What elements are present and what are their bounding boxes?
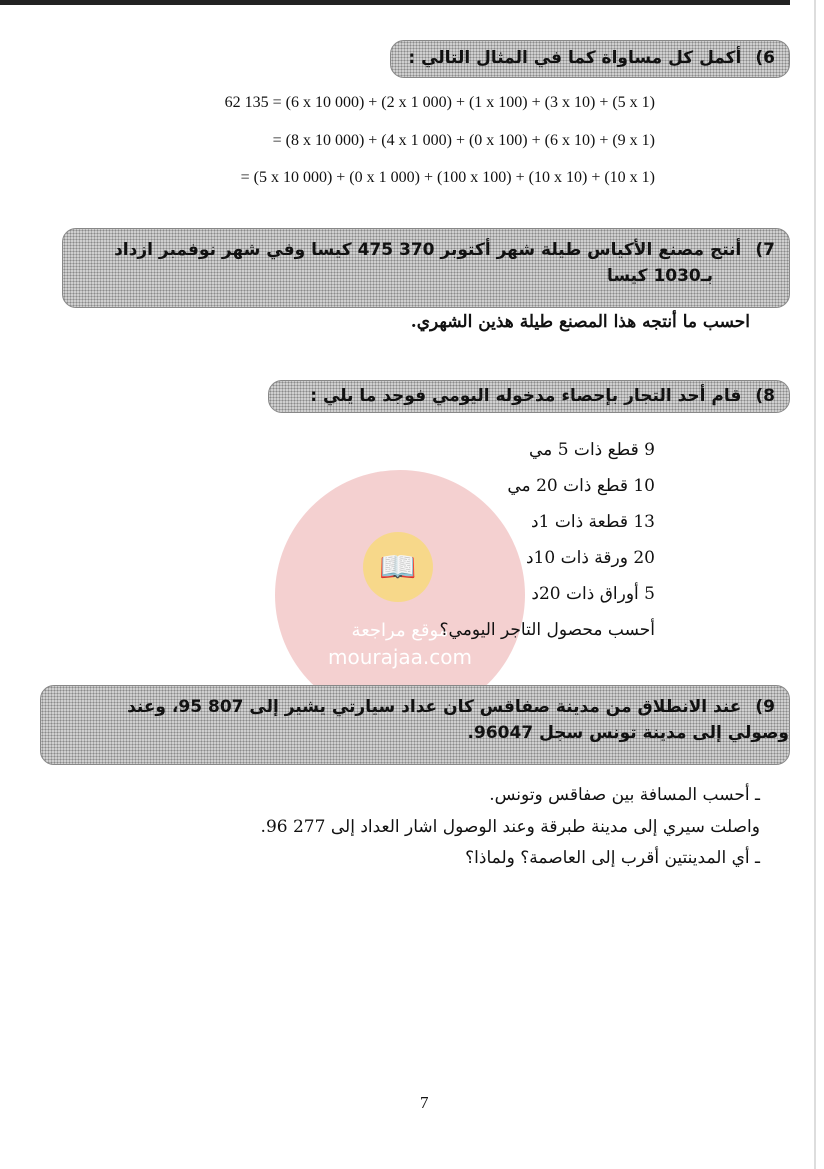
exercise-title: قام أحد التجار بإحصاء مدخوله اليومي فوجد ما يلي : xyxy=(310,386,742,406)
exercise-text: عند الانطلاق من مدينة صفاقس كان عداد سيارتي يشير إلى 807 95، وعند xyxy=(127,697,742,717)
exercise-text: وصولي إلى مدينة تونس سجل 96047. xyxy=(467,723,789,743)
exercise-title: أكمل كل مساواة كما في المثال التالي : xyxy=(408,48,742,68)
list-item: 9 قطع ذات 5 مي xyxy=(529,440,655,460)
exercise-8-list xyxy=(440,432,655,648)
equation-example: 62 135 = (6 x 10 000) + (2 x 1 000) + (1 x 100) + (3 x 10) + (5 x 1) xyxy=(224,94,655,111)
exercise-9-statement: واصلت سيري إلى مدينة طبرقة وعند الوصول اشار العداد إلى 277 96. xyxy=(260,817,760,837)
list-item-question: أحسب محصول التاجر اليومي؟ xyxy=(439,620,655,640)
exercise-number: 8) xyxy=(755,386,775,406)
equation: = (5 x 10 000) + (0 x 1 000) + (100 x 100) + (10 x 10) + (10 x 1) xyxy=(240,169,655,186)
exercise-7-question: احسب ما أنتجه هذا المصنع طيلة هذين الشهري. xyxy=(410,312,750,332)
exercise-number: 7) xyxy=(755,240,775,260)
scan-edge-right xyxy=(814,0,816,1169)
exercise-number: 6) xyxy=(755,48,775,68)
watermark-arabic: موقع مراجعة xyxy=(351,620,449,641)
list-item: 5 أوراق ذات 20د xyxy=(531,584,655,604)
exercise-6-header xyxy=(390,40,790,78)
exercise-number: 9) xyxy=(755,697,775,717)
list-item: 13 قطعة ذات 1د xyxy=(531,512,655,532)
page-number: 7 xyxy=(420,1093,429,1112)
exercise-9-question-2: ـ أي المدينتين أقرب إلى العاصمة؟ ولماذا؟ xyxy=(465,848,760,868)
list-item: 20 ورقة ذات 10د xyxy=(525,548,655,568)
scan-edge xyxy=(0,0,790,5)
list-item: 10 قطع ذات 20 مي xyxy=(507,476,655,496)
exercise-9-question-1: ـ أحسب المسافة بين صفاقس وتونس. xyxy=(489,785,760,805)
equation: = (8 x 10 000) + (4 x 1 000) + (0 x 100) + (6 x 10) + (9 x 1) xyxy=(272,132,655,149)
exercise-text: بـ1030 كيسا xyxy=(607,266,713,286)
exercise-9-header xyxy=(40,685,790,765)
exercise-8-header xyxy=(268,380,790,413)
exercise-text: أنتج مصنع الأكياس طيلة شهر أكتوبر 370 475 كيسا وفي شهر نوفمبر ازداد xyxy=(114,240,742,260)
watermark-latin: mourajaa.com xyxy=(327,645,472,669)
exercise-7-header xyxy=(62,228,790,308)
book-icon: 📖 xyxy=(363,532,433,602)
